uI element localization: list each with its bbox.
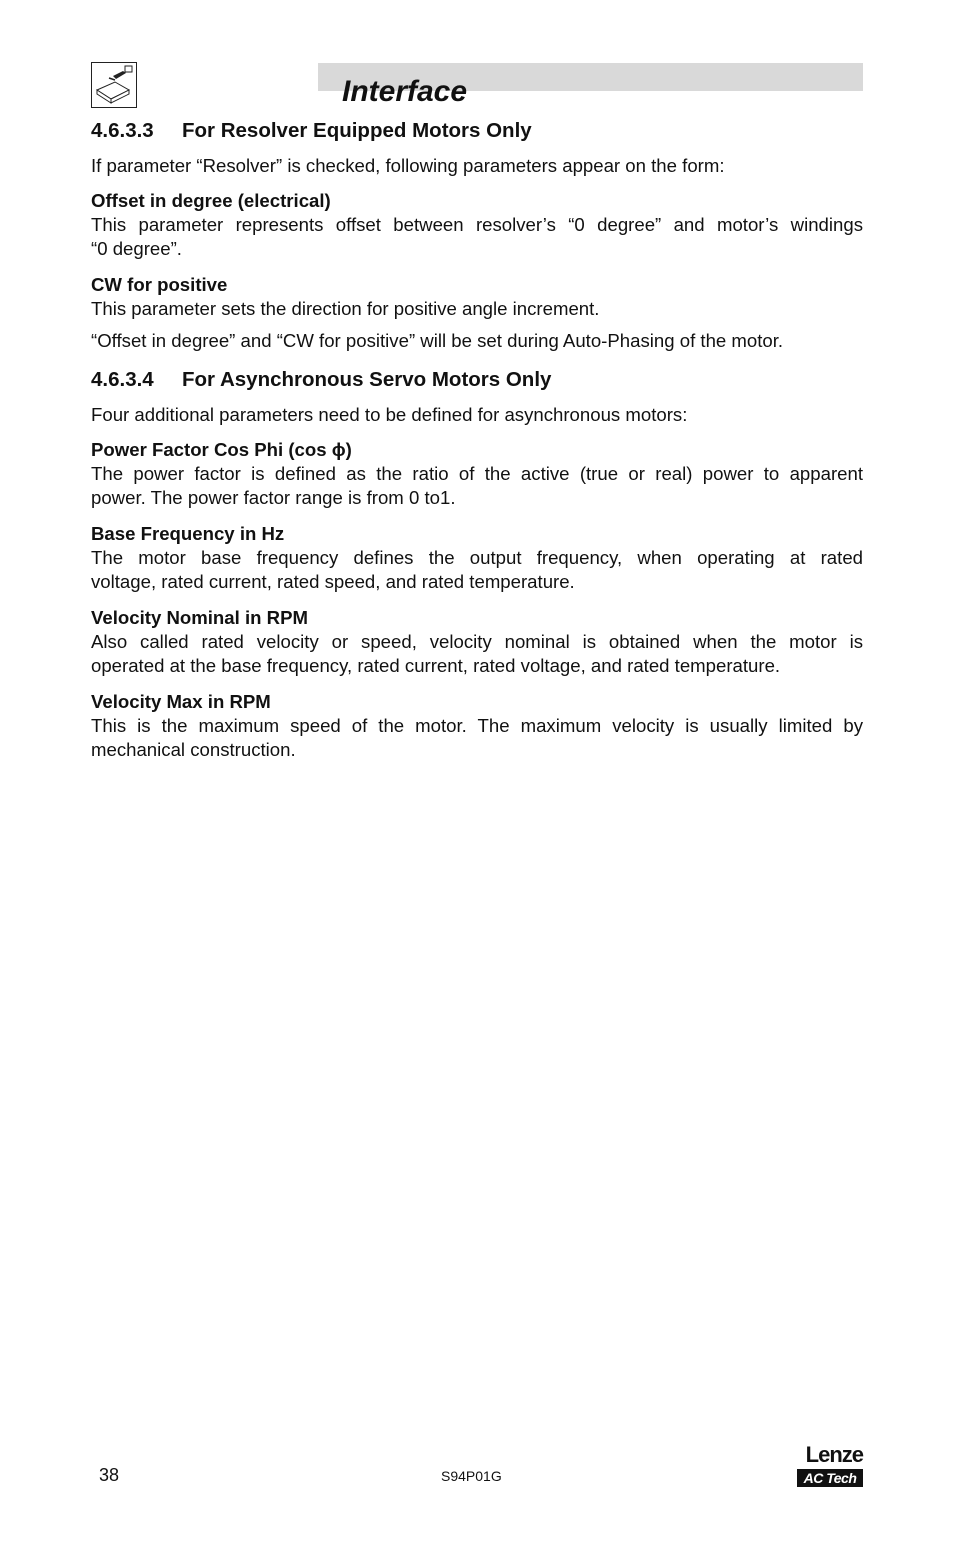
page-title: Interface bbox=[342, 75, 468, 108]
description-line: operated at the base frequency, rated current, rated voltage, and rated temperature. bbox=[91, 655, 781, 677]
parameter-term: Offset in degree (electrical) bbox=[91, 190, 331, 211]
section-heading-asynchronous bbox=[91, 367, 551, 393]
parameter-term: Velocity Nominal in RPM bbox=[91, 607, 308, 628]
parameter-description bbox=[91, 462, 863, 511]
description-line: This is the maximum speed of the motor. The maximum velocity is usually limited by bbox=[91, 715, 863, 736]
parameter-term: Base Frequency in Hz bbox=[91, 523, 285, 544]
logo-brand: Lenze bbox=[805, 1442, 863, 1467]
logo-subbrand: AC Tech bbox=[797, 1469, 863, 1487]
description-line: Also called rated velocity or speed, velocity nominal is obtained when the motor is bbox=[91, 631, 863, 652]
section-number: 4.6.3.4 bbox=[91, 368, 154, 391]
description-line: mechanical construction. bbox=[91, 739, 296, 761]
parameter-description bbox=[91, 546, 863, 595]
description-line: power. The power factor range is from 0 to1. bbox=[91, 487, 456, 509]
section-title: For Resolver Equipped Motors Only bbox=[182, 119, 532, 142]
description-line: The power factor is defined as the ratio of the active (true or real) power to apparent bbox=[91, 463, 863, 484]
description-line: “0 degree”. bbox=[91, 238, 182, 260]
document-code: S94P01G bbox=[441, 1468, 502, 1484]
parameter-term: Power Factor Cos Phi (cos ϕ) bbox=[91, 439, 352, 460]
description-line: The motor base frequency defines the output frequency, when operating at rated bbox=[91, 547, 863, 568]
lenze-logo bbox=[797, 1444, 863, 1488]
parameter-term: CW for positive bbox=[91, 274, 228, 295]
parameter-term: Velocity Max in RPM bbox=[91, 691, 271, 712]
page-number: 38 bbox=[99, 1465, 120, 1485]
parameter-description bbox=[91, 213, 863, 262]
parameter-description: This parameter sets the direction for positive angle increment. bbox=[91, 298, 600, 319]
section-intro: Four additional parameters need to be defined for asynchronous motors: bbox=[91, 404, 688, 425]
section-note: “Offset in degree” and “CW for positive” will be set during Auto-Phasing of the motor. bbox=[91, 330, 784, 351]
section-title: For Asynchronous Servo Motors Only bbox=[182, 368, 552, 391]
section-heading-resolver bbox=[91, 118, 532, 144]
section-number: 4.6.3.3 bbox=[91, 119, 154, 142]
section-intro: If parameter “Resolver” is checked, following parameters appear on the form: bbox=[91, 155, 725, 176]
description-line: This parameter represents offset between resolver’s “0 degree” and motor’s windings bbox=[91, 214, 863, 235]
keyboard-hand-icon bbox=[91, 62, 137, 108]
parameter-description bbox=[91, 630, 863, 679]
parameter-description bbox=[91, 714, 863, 763]
description-line: voltage, rated current, rated speed, and rated temperature. bbox=[91, 571, 575, 593]
